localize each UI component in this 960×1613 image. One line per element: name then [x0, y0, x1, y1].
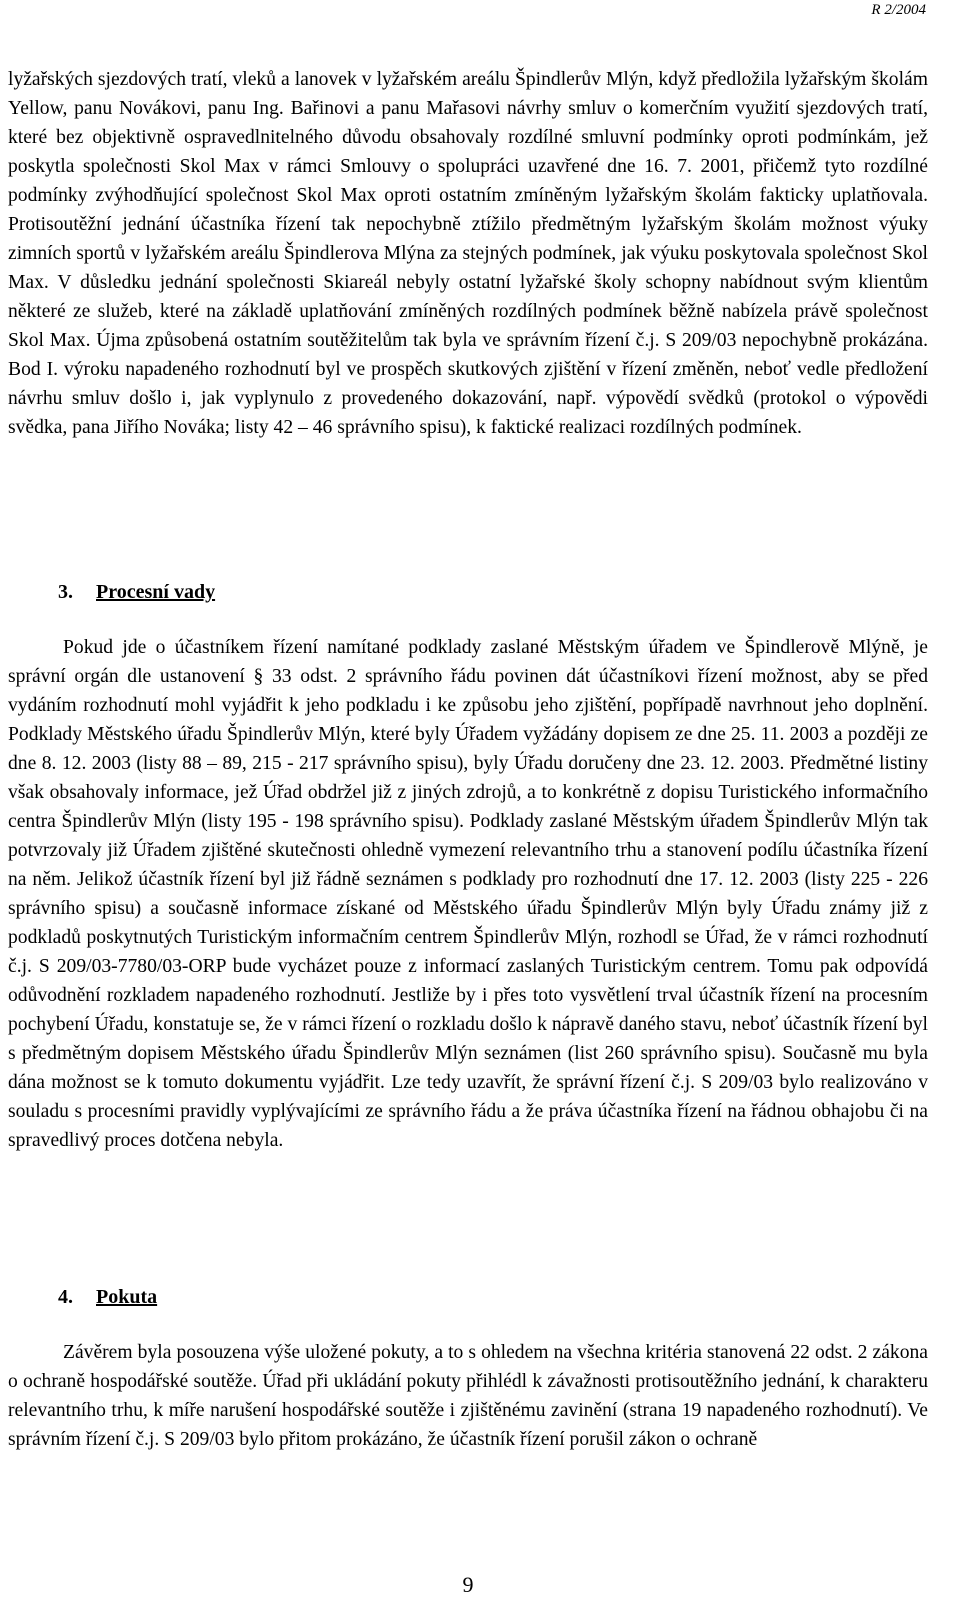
page-number: 9 — [462, 1572, 474, 1597]
paragraph-text: Závěrem byla posouzena výše uložené pokuty, a to s ohledem na všechna kritéria stanovená 22 odst. 2 zákona o ochraně hospodářské soutěže. Úřad při ukládání pokuty přihlédl k závažnosti protisoutěžního jednání, k charakteru relevantního trhu, k míře narušení hospodářské soutěže i zjištěnému zavinění (strana 19 napadeného rozhodnutí). Ve správním řízení č.j. S 209/03 bylo přitom prokázáno, že účastník řízení porušil zákon o ochraně — [8, 1342, 928, 1450]
section-number: 3. — [58, 581, 73, 603]
paragraph-text: Pokud jde o účastníkem řízení namítané podklady zaslané Městským úřadem ve Špindlerově Mlýně, je správní orgán dle ustanovení § 33 odst. 2 správního řádu povinen dát účastníkovi řízení možnost, aby se před vydáním rozhodnutí mohl vyjádřit k jeho podkladu i ke způsobu jeho zjištění, popřípadě navrhnout jeho doplnění. Podklady Městského úřadu Špindlerův Mlýn, které byly Úřadem vyžádány dopisem ze dne 25. 11. 2003 a později ze dne 8. 12. 2003 (listy 88 – 89, 215 - 217 správního spisu), byly Úřadu doručeny dne 23. 12. 2003. Předmětné listiny však obsahovaly informace, jež Úřad obdržel již z jiných zdrojů, a to konkrétně z dopisu Turistického informačního centra Špindlerův Mlýn (listy 195 - 198 správního spisu). Podklady zaslané Městským úřadem Špindlerův Mlýn tak potvrzovaly již Úřadem zjištěné skutečnosti ohledně vymezení relevantního trhu a stanovení podílu účastníka řízení na něm. Jelikož účastník řízení byl již řádně seznámen s podklady pro rozhodnutí dne 17. 12. 2003 (listy 225 - 226 správního spisu) a současně informace získané od Městského úřadu Špindlerův Mlýn byly Úřadu známy již z podkladů poskytnutých Turistickým informačním centrem Špindlerův Mlýn, rozhodl se Úřad, že v rámci rozhodnutí č.j. S 209/03-7780/03-ORP bude vycházet pouze z informací zaslaných Turistickým centrem. Tomu pak odpovídá odůvodnění rozkladem napadeného rozhodnutí. Jestliže by i přes toto vysvětlení trval účastník řízení na procesním pochybení Úřadu, konstatuje se, že v rámci řízení o rozkladu došlo k nápravě daného stavu, neboť účastník řízení byl s předmětným dopisem Městského úřadu Špindlerův Mlýn seznámen (list 260 správního spisu). Současně mu byla dána možnost se k tomuto dokumentu vyjádřit. Lze tedy uzavřít, že správní řízení č.j. S 209/03 bylo realizováno v souladu s procesními pravidly vyplývajícími ze správního řádu a že práva účastníka řízení na řádnou obhajobu či na spravedlivý proces dotčena nebyla. — [8, 637, 928, 1151]
header-reference: R 2/2004 — [871, 2, 926, 18]
paragraph-continuation — [8, 65, 928, 442]
section-title: Pokuta — [96, 1286, 158, 1308]
section-number: 4. — [58, 1286, 73, 1308]
section-heading-fine — [58, 1283, 157, 1312]
section-heading-procedural — [58, 578, 215, 607]
paragraph-fine — [8, 1338, 928, 1454]
paragraph-procedural — [8, 633, 928, 1155]
section-title: Procesní vady — [96, 581, 216, 603]
paragraph-text: lyžařských sjezdových tratí, vleků a lanovek v lyžařském areálu Špindlerův Mlýn, když předložila lyžařským školám Yellow, panu Novákovi, panu Ing. Bařinovi a panu Mařasovi návrhy smluv o komerčním využití sjezdových tratí, které bez objektivně ospravedlnitelného důvodu obsahovaly rozdílné smluvní podmínky oproti podmínkám, jež poskytla společnosti Skol Max v rámci Smlouvy o spolupráci uzavřené dne 16. 7. 2001, přičemž tyto rozdílné podmínky zvýhodňující společnost Skol Max oproti ostatním zmíněným lyžařským školám fakticky uplatňovala. Protisoutěžní jednání účastníka řízení tak nepochybně ztížilo předmětným lyžařským školám možnost výuky zimních sportů v lyžařském areálu Špindlerova Mlýna za stejných podmínek, jak výuku poskytovala společnost Skol Max. V důsledku jednání společnosti Skiareál nebyly ostatní lyžařské školy schopny nabídnout svým klientům některé ze služeb, které na základě uplatňování zmíněných rozdílných podmínek běžně nabízela právě společnost Skol Max. Újma způsobená ostatním soutěžitelům tak byla ve správním řízení č.j. S 209/03 nepochybně prokázána. Bod I. výroku napadeného rozhodnutí byl ve prospěch skutkových zjištění v řízení změněn, neboť vedle předložení návrhu smluv došlo i, jak vyplynulo z provedeného dokazování, např. výpovědí svědků (protokol o výpovědi svědka, pana Jiřího Nováka; listy 42 – 46 správního spisu), k faktické realizaci rozdílných podmínek. — [8, 69, 928, 438]
